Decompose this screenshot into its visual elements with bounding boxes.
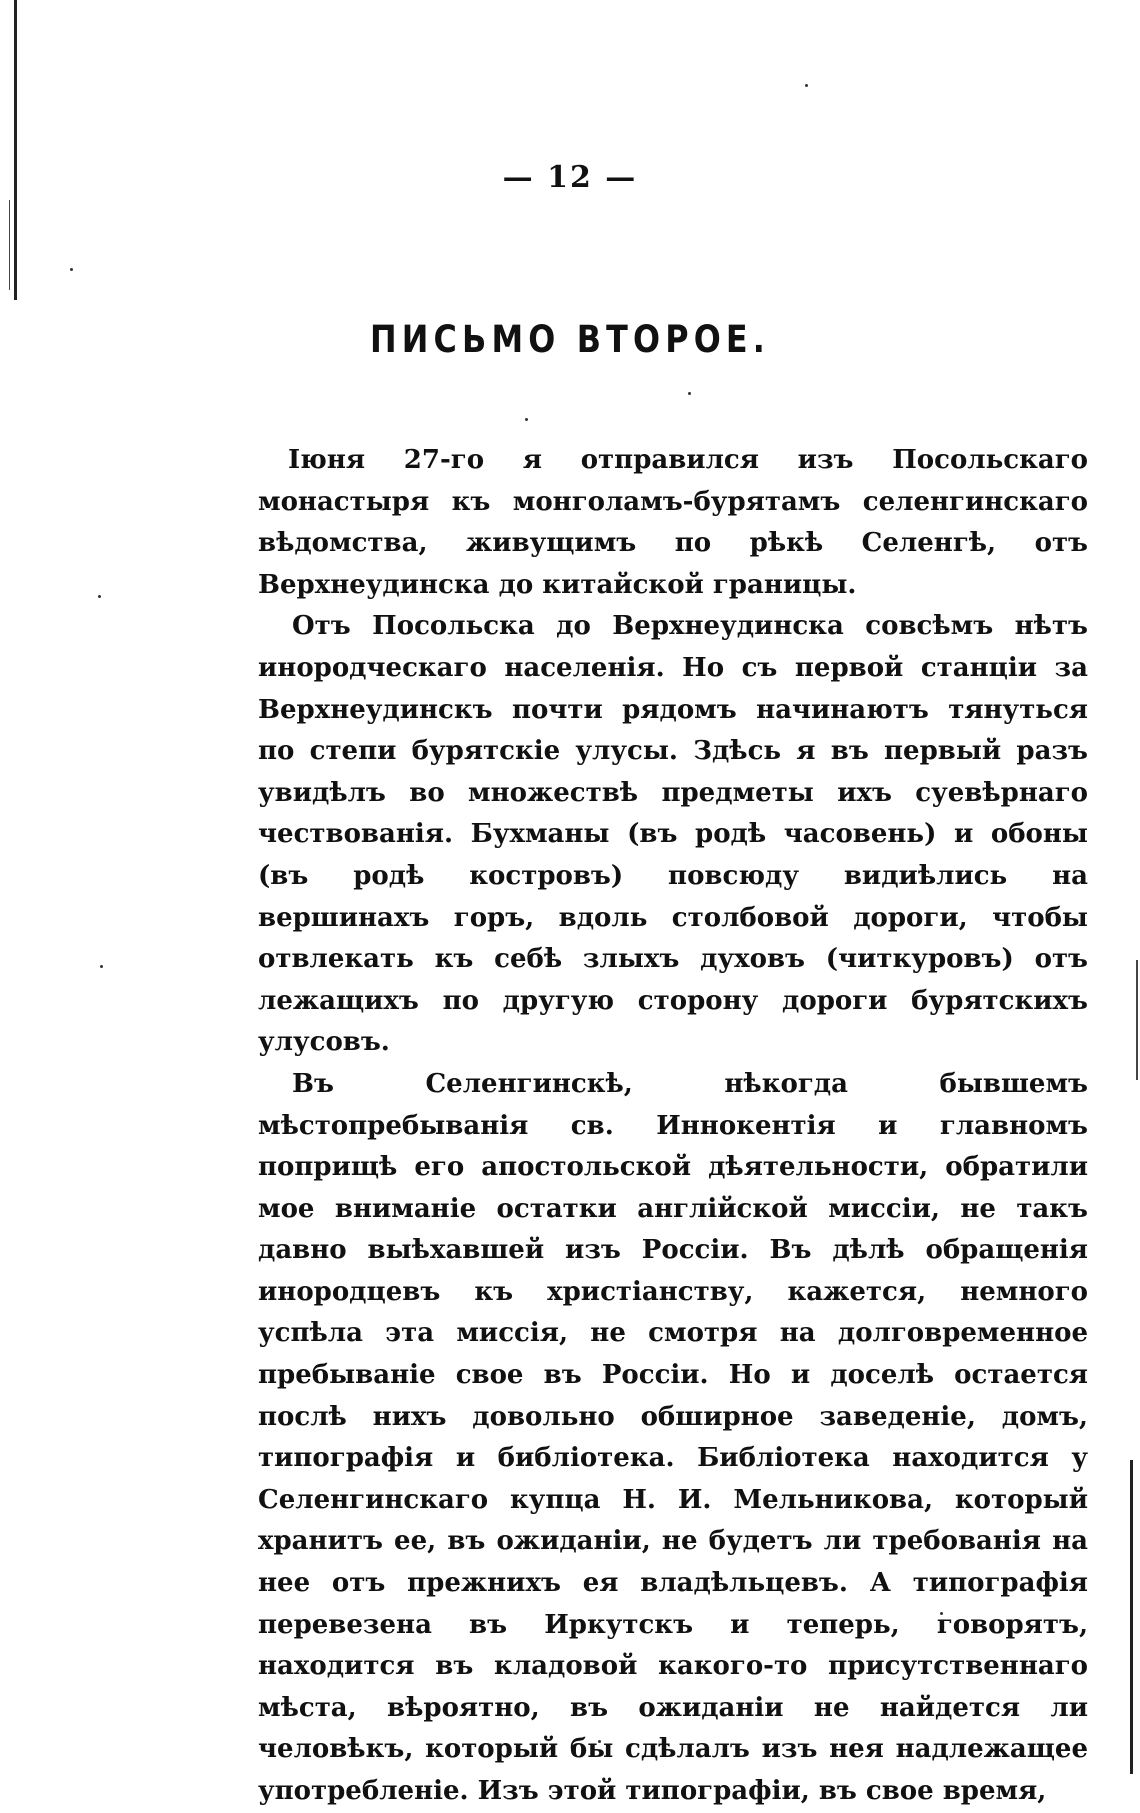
page-number: — 12 — <box>502 160 638 195</box>
paragraph: Отъ Посольска до Верхнеудинска совсѣмъ нѣтъ инородческаго населенія. Но съ первой станціи за Верхнеудинскъ почти рядомъ начинаютъ тянуться по степи бурятскіе улусы. Здѣсь я въ первый разъ увидѣлъ во множествѣ предметы ихъ суевѣрнаго чествованія. Бухманы (въ родѣ часовень) и обоны (въ родѣ костровъ) повсюду видиѣлись на вершинахъ горъ, вдоль столбовой дороги, чтобы отвлекать къ себѣ злыхъ духовъ (читкуровъ) отъ лежащихъ по другую сторону дороги бурятскихъ улусовъ. <box>258 611 1088 1058</box>
scan-edge-right-secondary <box>1136 960 1138 1080</box>
body-text <box>258 440 1088 1813</box>
scan-edge-left <box>14 0 17 300</box>
paragraph: Іюня 27-го я отправился изъ Посольскаго монастыря къ монголамъ-бурятамъ селенгинскаго вѣдомства, живущимъ по рѣкѣ Селенгѣ, отъ Верхнеудинска до китайской границы. <box>258 445 1088 600</box>
scan-edge-left-secondary <box>9 200 10 290</box>
scan-speck <box>805 84 808 87</box>
scan-speck <box>70 268 73 271</box>
letter-title: ПИСЬМО ВТОРОЕ. <box>369 318 771 361</box>
scan-edge-right <box>1130 1460 1133 1774</box>
paragraph: Въ Селенгинскѣ, нѣкогда бывшемъ мѣстопребыванія св. Иннокентія и главномъ поприщѣ его апостольской дѣятельности, обратили мое вниманіе остатки англійской миссіи, не такъ давно выѣхавшей изъ Россіи. Въ дѣлѣ обращенія инородцевъ къ христіанству, кажется, немного успѣла эта миссія, не смотря на долговременное пребываніе свое въ Россіи. Но и доселѣ остается послѣ нихъ довольно обширное заведеніе, домъ, типографія и библіотека. Библіотека находится у Селенгинскаго купца Н. И. Мельникова, который хранитъ ее, въ ожиданіи, не будетъ ли требованія на нее отъ прежнихъ ея владѣльцевъ. А типографія перевезена въ Иркутскъ и теперь, говорятъ, находится въ кладовой какого-то присутственнаго мѣста, вѣроятно, въ ожиданіи не найдется ли человѣкъ, который бы сдѣлалъ изъ нея надлежащее употребленіе. Изъ этой типографіи, въ свое время, <box>258 1068 1088 1806</box>
scan-speck <box>525 418 528 421</box>
scan-speck <box>688 392 691 395</box>
scan-speck <box>98 595 101 598</box>
scan-speck <box>100 965 103 968</box>
